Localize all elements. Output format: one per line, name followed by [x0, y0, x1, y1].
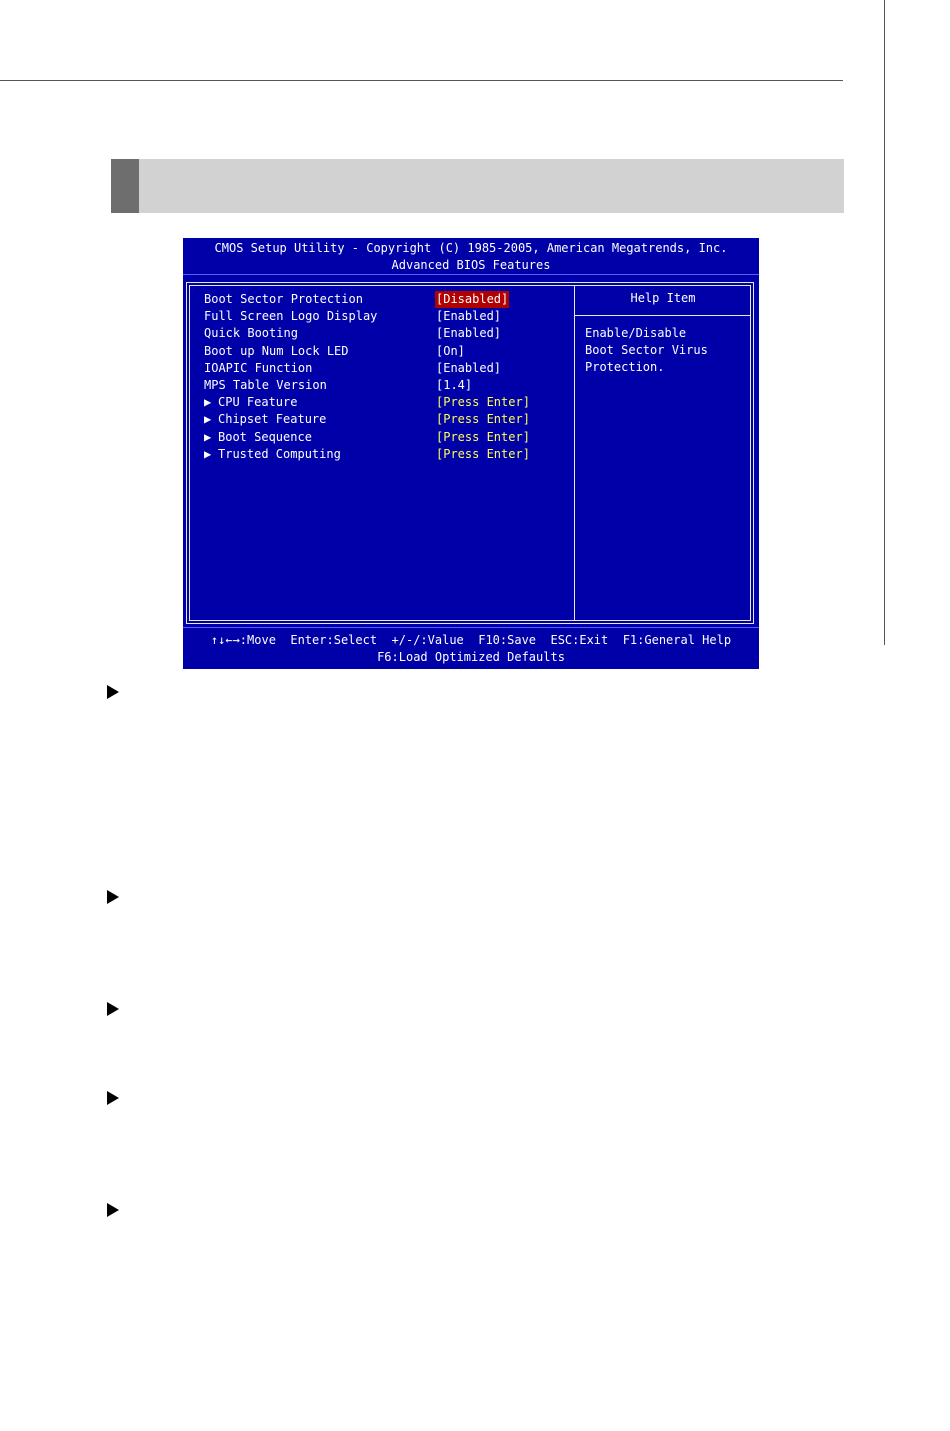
bios-copyright: CMOS Setup Utility - Copyright (C) 1985-2005, American Megatrends, Inc. — [214, 241, 728, 255]
triangle-right-icon — [107, 1091, 119, 1105]
item-value-submenu[interactable]: [Press Enter] — [436, 395, 530, 410]
bios-item-num-lock-led[interactable] — [204, 343, 564, 360]
item-value-selected[interactable]: [Disabled] — [435, 291, 509, 308]
item-value[interactable]: [On] — [436, 343, 465, 358]
item-value[interactable]: [Enabled] — [436, 360, 502, 375]
item-label: Boot up Num Lock LED — [204, 343, 349, 358]
bios-header — [183, 238, 759, 275]
help-title: Help Item — [630, 291, 696, 305]
bios-item-trusted-computing[interactable] — [204, 446, 564, 463]
item-label: Full Screen Logo Display — [204, 309, 378, 324]
footer-separator — [183, 627, 759, 628]
help-line: Boot Sector Virus — [585, 343, 708, 358]
item-value[interactable]: [Enabled] — [436, 309, 502, 324]
item-label: Chipset Feature — [218, 412, 327, 427]
top-rule — [0, 80, 843, 81]
bios-item-chipset-feature[interactable] — [204, 411, 564, 428]
bios-item-list — [204, 291, 564, 463]
submenu-arrow-icon: ▶ — [204, 446, 212, 461]
item-label: Boot Sector Protection — [204, 292, 363, 306]
item-label: CPU Feature — [218, 395, 298, 410]
section-header-tab — [111, 159, 139, 213]
key-legend-defaults: F6:Load Optimized Defaults — [377, 650, 565, 664]
item-value[interactable]: [1.4] — [436, 377, 473, 392]
item-label: Boot Sequence — [218, 429, 312, 444]
key-legend: ↑↓←→:Move Enter:Select +/-/:Value F10:Save ESC:Exit F1:General Help — [210, 633, 732, 647]
triangle-right-icon — [107, 1203, 119, 1217]
item-label: Trusted Computing — [218, 446, 341, 461]
bios-item-boot-sector-protection[interactable] — [204, 291, 564, 308]
help-title-divider — [575, 315, 751, 316]
submenu-arrow-icon: ▶ — [204, 395, 212, 410]
help-column-divider — [574, 285, 575, 621]
triangle-right-icon — [107, 1002, 119, 1016]
item-value-submenu[interactable]: [Press Enter] — [436, 446, 530, 461]
bios-item-full-screen-logo[interactable] — [204, 308, 564, 325]
bios-item-mps-table-version[interactable] — [204, 377, 564, 394]
right-rule — [884, 0, 885, 645]
triangle-right-icon — [107, 685, 119, 699]
item-label: IOAPIC Function — [204, 360, 313, 375]
triangle-right-icon — [107, 890, 119, 904]
bios-item-cpu-feature[interactable] — [204, 394, 564, 411]
item-value-submenu[interactable]: [Press Enter] — [436, 429, 530, 444]
help-line: Protection. — [585, 360, 665, 375]
submenu-arrow-icon: ▶ — [204, 412, 212, 427]
item-value[interactable]: [Enabled] — [436, 326, 502, 341]
section-header-bar — [111, 159, 844, 213]
bios-item-boot-sequence[interactable] — [204, 429, 564, 446]
help-line: Enable/Disable — [585, 326, 687, 340]
header-separator — [183, 274, 759, 275]
bios-page-title: Advanced BIOS Features — [391, 258, 551, 272]
bios-screen — [183, 238, 759, 669]
bios-item-quick-booting[interactable] — [204, 325, 564, 342]
submenu-arrow-icon: ▶ — [204, 429, 212, 444]
help-text — [585, 325, 745, 377]
item-label: Quick Booting — [204, 326, 298, 341]
item-label: MPS Table Version — [204, 377, 327, 392]
item-value-submenu[interactable]: [Press Enter] — [436, 412, 530, 427]
bios-item-ioapic-function[interactable] — [204, 360, 564, 377]
